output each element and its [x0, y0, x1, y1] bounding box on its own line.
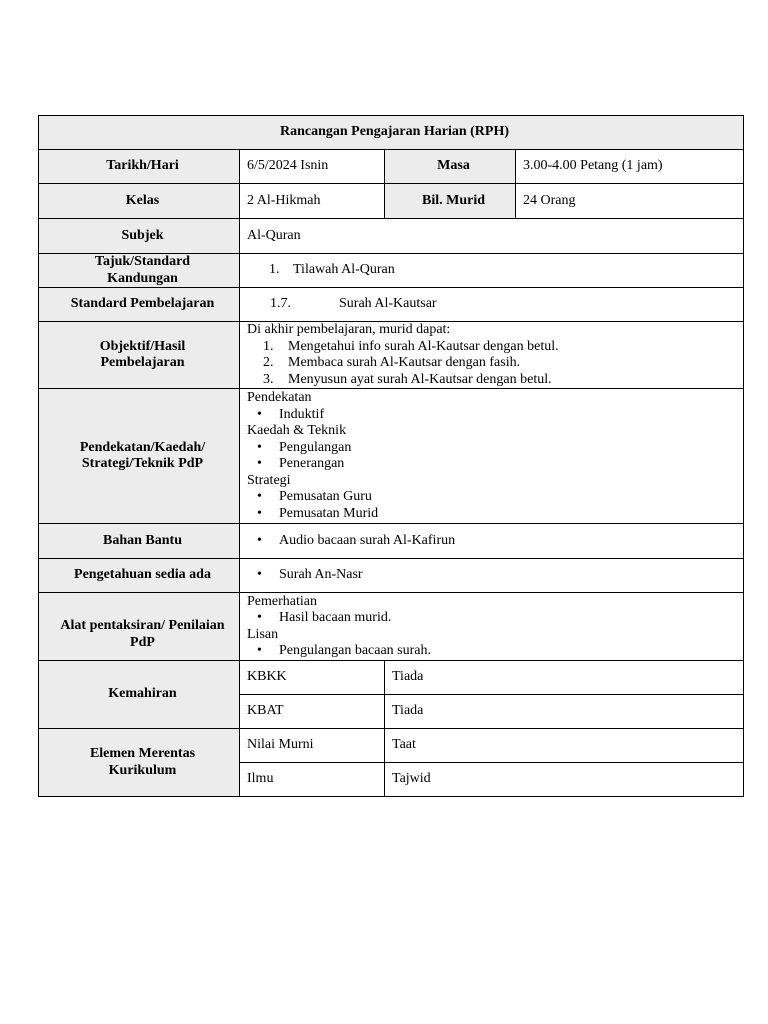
alat-label-line1: Alat pentaksiran/ Penilaian	[60, 618, 225, 633]
tarikh-label: Tarikh/Hari	[39, 150, 240, 184]
item-text: Menyusun ayat surah Al-Kautsar dengan betul.	[288, 371, 552, 387]
elemen-label-line2: Kurikulum	[108, 762, 177, 778]
kemahiran-label: Kemahiran	[39, 661, 240, 729]
objektif-list	[247, 339, 743, 389]
pengetahuan-list	[247, 567, 743, 584]
objektif-intro: Di akhir pembelajaran, murid dapat:	[247, 322, 451, 337]
masa-label: Masa	[385, 150, 516, 184]
row-alat	[39, 593, 744, 661]
list-item	[247, 339, 743, 356]
row-standard	[39, 288, 744, 322]
item-number: 3.	[263, 371, 274, 387]
pengetahuan-label: Pengetahuan sedia ada	[39, 559, 240, 593]
bahan-label: Bahan Bantu	[39, 524, 240, 559]
row-kelas-bil	[39, 184, 744, 219]
list-item: • Penerangan	[247, 456, 743, 473]
list-item	[247, 296, 743, 313]
tajuk-label	[39, 254, 240, 288]
row-tarikh-masa	[39, 150, 744, 184]
pemerhatian-heading: Pemerhatian	[247, 593, 317, 609]
tajuk-number: 1.	[269, 262, 280, 278]
elemen-key: Ilmu	[240, 763, 385, 797]
strategi-list	[247, 489, 743, 522]
row-bahan	[39, 524, 744, 559]
list-item: • Pemusatan Murid	[247, 506, 743, 523]
pengetahuan-value-cell	[240, 559, 744, 593]
row-elemen-1	[39, 729, 744, 763]
pemerhatian-list	[247, 610, 743, 627]
list-item	[247, 355, 743, 372]
alat-label-line2: PdP	[130, 634, 155, 650]
row-tajuk	[39, 254, 744, 288]
masa-value: 3.00-4.00 Petang (1 jam)	[516, 150, 744, 184]
tajuk-label-line1: Tajuk/Standard	[94, 254, 191, 269]
alat-label	[39, 593, 240, 661]
kemahiran-value: Tiada	[385, 695, 744, 729]
objektif-value-cell	[240, 322, 744, 389]
item-number: 2.	[263, 355, 274, 370]
elemen-key: Nilai Murni	[240, 729, 385, 763]
standard-number: 1.7.	[270, 296, 291, 312]
standard-value-cell	[240, 288, 744, 322]
lisan-heading: Lisan	[247, 626, 279, 642]
list-item: • Hasil bacaan murid.	[247, 610, 743, 627]
list-item: • Audio bacaan surah Al-Kafirun	[247, 533, 743, 550]
row-kemahiran-1	[39, 661, 744, 695]
rph-table	[38, 115, 744, 797]
item-number: 1.	[263, 338, 274, 354]
kelas-label: Kelas	[39, 184, 240, 219]
subjek-label: Subjek	[39, 219, 240, 254]
list-item	[247, 372, 743, 389]
bahan-list	[247, 533, 743, 550]
bil-murid-label: Bil. Murid	[385, 184, 516, 219]
tajuk-text: Tilawah Al-Quran	[293, 262, 395, 278]
standard-label: Standard Pembelajaran	[39, 288, 240, 322]
elemen-label-line1: Elemen Merentas	[89, 746, 196, 761]
kaedah-heading: Kaedah & Teknik	[247, 423, 347, 438]
pendekatan-label	[39, 389, 240, 524]
pendekatan-label-line2: Strategi/Teknik PdP	[81, 456, 204, 471]
item-text: Mengetahui info surah Al-Kautsar dengan betul.	[288, 338, 559, 354]
list-item: • Pengulangan bacaan surah.	[247, 643, 743, 660]
lisan-list	[247, 643, 743, 660]
bil-murid-value: 24 Orang	[516, 184, 744, 219]
row-subjek	[39, 219, 744, 254]
row-pengetahuan	[39, 559, 744, 593]
tarikh-value: 6/5/2024 Isnin	[240, 150, 385, 184]
title-row	[39, 116, 744, 150]
list-item	[247, 262, 743, 279]
elemen-value: Tajwid	[385, 763, 744, 797]
list-item: • Pengulangan	[247, 440, 743, 457]
objektif-label	[39, 322, 240, 389]
kaedah-list	[247, 440, 743, 473]
strategi-heading: Strategi	[247, 472, 291, 488]
kemahiran-key: KBKK	[240, 661, 385, 695]
elemen-value: Taat	[385, 729, 744, 763]
subjek-value: Al-Quran	[240, 219, 744, 254]
table-title: Rancangan Pengajaran Harian (RPH)	[39, 116, 744, 150]
tajuk-label-line2: Kandungan	[107, 270, 178, 286]
objektif-label-line2: Pembelajaran	[100, 355, 185, 370]
elemen-label	[39, 729, 240, 797]
pendekatan-value-cell	[240, 389, 744, 524]
pendekatan-heading: Pendekatan	[247, 390, 312, 405]
pendekatan-label-line1: Pendekatan/Kaedah/	[79, 439, 206, 455]
tajuk-value-cell	[240, 254, 744, 288]
row-pendekatan	[39, 389, 744, 524]
kemahiran-value: Tiada	[385, 661, 744, 695]
list-item: • Induktif	[247, 407, 743, 424]
kelas-value: 2 Al-Hikmah	[240, 184, 385, 219]
objektif-label-line1: Objektif/Hasil	[99, 338, 186, 354]
pendekatan-list	[247, 407, 743, 424]
item-text: Membaca surah Al-Kautsar dengan fasih.	[288, 355, 521, 370]
row-objektif	[39, 322, 744, 389]
alat-value-cell	[240, 593, 744, 661]
list-item: • Surah An-Nasr	[247, 567, 743, 584]
standard-text: Surah Al-Kautsar	[339, 296, 437, 312]
kemahiran-key: KBAT	[240, 695, 385, 729]
bahan-value-cell	[240, 524, 744, 559]
list-item: • Pemusatan Guru	[247, 489, 743, 506]
